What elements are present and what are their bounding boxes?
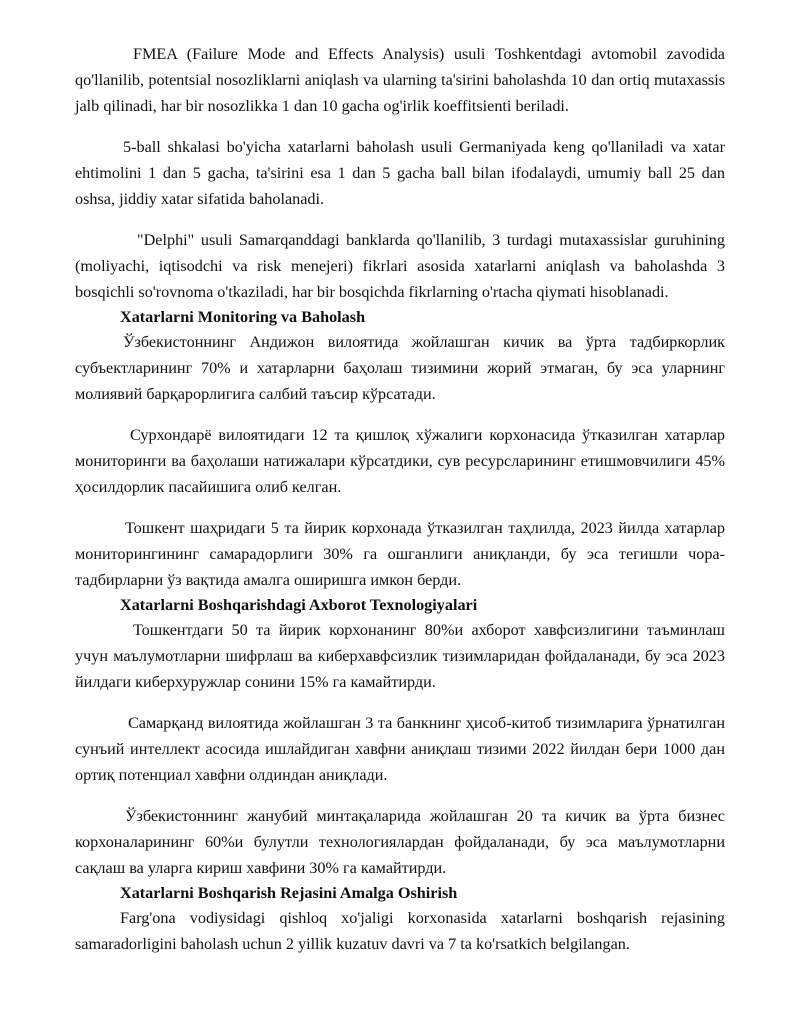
paragraph-delphi: "Delphi" usuli Samarqanddagi banklarda qo'llanilib, 3 turdagi mutaxassislar guruhining (moliyachi, iqtisodchi va risk menejeri) fikrlari asosida xatarlarni aniqlash va baholashda 3 bosqichli so'rovnoma o'tkaziladi, har bir bosqichda fikrlarning o'rtacha qiymati hisoblanadi. (75, 231, 725, 301)
paragraph-south-cloud: Ўзбекистоннинг жанубий минтақаларида жойлашган 20 та кичик ва ўрта бизнес корхоналарининг 60%и булутли технологиялардан фойдаланади, бу эса маълумотларни сақлаш ва уларга кириш хавфини 30% га камайтирди. (75, 807, 725, 877)
paragraph-fmea: FMEA (Failure Mode and Effects Analysis) usuli Toshkentdagi avtomobil zavodida qo'llanilib, potentsial nosozliklarni aniqlash va ularning ta'sirini baholashda 10 dan ortiq mutaxassis jalb qilinadi, har bir nosozlikka 1 dan 10 gacha og'irlik koeffitsienti beriladi. (75, 45, 725, 115)
document-page (75, 41, 725, 957)
heading-monitoring: Xatarlarni Monitoring va Baholash (120, 308, 366, 326)
paragraph-toshkent-it: Тошкентдаги 50 та йирик корхонанинг 80%и ахборот хавфсизлигини таъминлаш учун маълумотларни шифрлаш ва киберхавфсизлик тизимларидан фойдаланади, бу эса 2023 йилдаги киберхуружлар сонини 15% га камайтирди. (75, 621, 725, 691)
paragraph-samarqand-ai: Самарқанд вилоятида жойлашган 3 та банкнинг ҳисоб-китоб тизимларига ўрнатилган сунъий интеллект асосида ишлайдиган хавфни аниқлаш тизими 2022 йилдан бери 1000 дан ортиқ потенциал хавфни олдиндан аниқлади. (75, 714, 725, 784)
paragraph-5-ball: 5-ball shkalasi bo'yicha xatarlarni baholash usuli Germaniyada keng qo'llaniladi va xatar ehtimolini 1 dan 5 gacha, ta'sirini esa 1 dan 5 gacha ball bilan ifodalaydi, umumiy ball 25 dan oshsa, jiddiy xatar sifatida baholanadi. (75, 138, 725, 208)
paragraph-andijon: Ўзбекистоннинг Андижон вилоятида жойлашган кичик ва ўрта тадбиркорлик субъектларининг 70% и хатарларни баҳолаш тизимини жорий этмаган, бу эса уларнинг молиявий барқарорлигига салбий таъсир кўрсатади. (75, 333, 725, 403)
paragraph-fargona: Farg'ona vodiysidagi qishloq xo'jaligi korxonasida xatarlarni boshqarish rejasining samaradorligini baholash uchun 2 yillik kuzatuv davri va 7 ta ko'rsatkich belgilangan. (75, 909, 725, 953)
heading-it: Xatarlarni Boshqarishdagi Axborot Texnologiyalari (120, 596, 478, 614)
heading-plan: Xatarlarni Boshqarish Rejasini Amalga Oshirish (120, 884, 458, 902)
paragraph-toshkent-monitoring: Тошкент шаҳридаги 5 та йирик корхонада ўтказилган таҳлилда, 2023 йилда хатарлар мониторингининг самарадорлиги 30% га ошганлиги аниқланди, бу эса тегишли чора-тадбирларни ўз вақтида амалга оширишга имкон берди. (75, 519, 725, 589)
paragraph-surxondaryo: Сурхондарё вилоятидаги 12 та қишлоқ хўжалиги корхонасида ўтказилган хатарлар мониторинги ва баҳолаши натижалари кўрсатдики, сув ресурсларининг етишмовчилиги 45% ҳосилдорлик пасайишига олиб келган. (75, 426, 725, 496)
